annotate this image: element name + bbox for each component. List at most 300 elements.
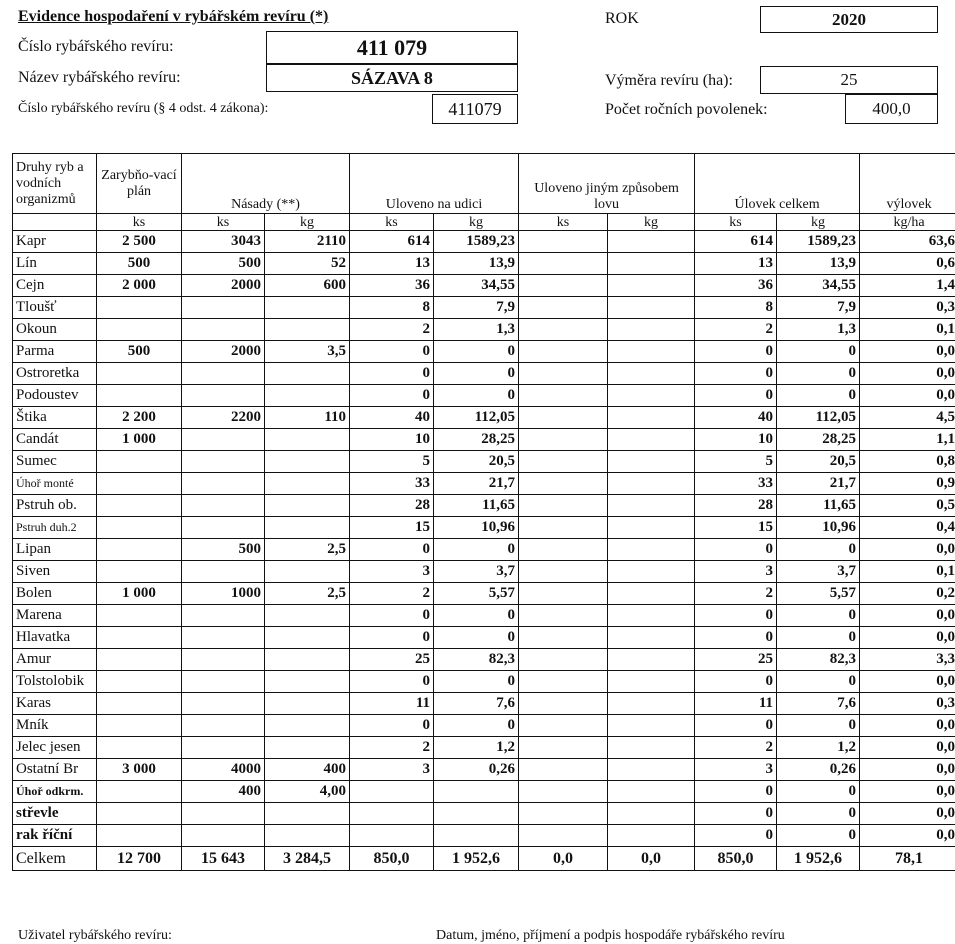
- total-celkem-kg: 1 952,6: [777, 847, 860, 871]
- col-zarybnovaci-header: Zarybňo-vací plán: [97, 154, 182, 214]
- units-row: [13, 214, 955, 231]
- zarybnovaci-plan-cell: 500: [97, 253, 182, 275]
- species-name: Tolstolobik: [13, 671, 97, 693]
- udici-kg-cell: 0: [434, 627, 519, 649]
- cislo-revir-label: Číslo rybářského revíru:: [18, 38, 174, 56]
- celkem-kg-cell: 34,55: [777, 275, 860, 297]
- table-row: [13, 715, 955, 737]
- nasady-ks-cell: [182, 693, 265, 715]
- jinym-ks-cell: [519, 429, 608, 451]
- celkem-kg-cell: 1589,23: [777, 231, 860, 253]
- celkem-kg-cell: 3,7: [777, 561, 860, 583]
- unit-cell: kg: [608, 214, 695, 231]
- jinym-kg-cell: [608, 341, 695, 363]
- udici-ks-cell: 2: [350, 737, 434, 759]
- unit-cell: ks: [695, 214, 777, 231]
- vylovek-cell: 0,0: [860, 671, 955, 693]
- celkem-ks-cell: 3: [695, 759, 777, 781]
- zarybnovaci-plan-cell: [97, 297, 182, 319]
- udici-ks-cell: 614: [350, 231, 434, 253]
- udici-kg-cell: [434, 825, 519, 847]
- udici-ks-cell: 0: [350, 605, 434, 627]
- celkem-kg-cell: 21,7: [777, 473, 860, 495]
- zarybnovaci-plan-cell: 500: [97, 341, 182, 363]
- udici-ks-cell: [350, 825, 434, 847]
- udici-ks-cell: 3: [350, 759, 434, 781]
- jinym-kg-cell: [608, 385, 695, 407]
- nasady-ks-cell: [182, 825, 265, 847]
- jinym-ks-cell: [519, 231, 608, 253]
- species-name: Ostatní Br: [13, 759, 97, 781]
- jinym-ks-cell: [519, 671, 608, 693]
- zarybnovaci-plan-cell: 2 500: [97, 231, 182, 253]
- vylovek-cell: 0,0: [860, 363, 955, 385]
- species-name: Amur: [13, 649, 97, 671]
- species-name: Lipan: [13, 539, 97, 561]
- zarybnovaci-plan-cell: [97, 825, 182, 847]
- vylovek-cell: 0,0: [860, 803, 955, 825]
- total-label: Celkem: [13, 847, 97, 871]
- nasady-ks-cell: 4000: [182, 759, 265, 781]
- celkem-kg-cell: 0,26: [777, 759, 860, 781]
- jinym-kg-cell: [608, 429, 695, 451]
- species-name: Pstruh ob.: [13, 495, 97, 517]
- jinym-ks-cell: [519, 561, 608, 583]
- total-udici-kg: 1 952,6: [434, 847, 519, 871]
- unit-cell: ks: [182, 214, 265, 231]
- vylovek-cell: 3,3: [860, 649, 955, 671]
- table-row: [13, 297, 955, 319]
- vylovek-cell: 0,1: [860, 561, 955, 583]
- jinym-kg-cell: [608, 319, 695, 341]
- udici-kg-cell: 1,3: [434, 319, 519, 341]
- vylovek-cell: 0,1: [860, 319, 955, 341]
- nasady-ks-cell: 2000: [182, 341, 265, 363]
- nasady-ks-cell: 500: [182, 253, 265, 275]
- celkem-kg-cell: 13,9: [777, 253, 860, 275]
- nasady-kg-cell: [265, 715, 350, 737]
- udici-ks-cell: 8: [350, 297, 434, 319]
- nasady-kg-cell: [265, 627, 350, 649]
- celkem-ks-cell: 40: [695, 407, 777, 429]
- cislo-zakon-label: Číslo rybářského revíru (§ 4 odst. 4 zákona):: [18, 101, 268, 117]
- jinym-ks-cell: [519, 363, 608, 385]
- species-name: Parma: [13, 341, 97, 363]
- total-nasady-ks: 15 643: [182, 847, 265, 871]
- jinym-kg-cell: [608, 605, 695, 627]
- vylovek-cell: 0,6: [860, 253, 955, 275]
- celkem-kg-cell: 0: [777, 385, 860, 407]
- nasady-ks-cell: [182, 451, 265, 473]
- jinym-ks-cell: [519, 473, 608, 495]
- celkem-ks-cell: 0: [695, 803, 777, 825]
- vylovek-cell: 0,4: [860, 517, 955, 539]
- jinym-ks-cell: [519, 407, 608, 429]
- zarybnovaci-plan-cell: [97, 517, 182, 539]
- unit-cell: kg: [434, 214, 519, 231]
- udici-ks-cell: 36: [350, 275, 434, 297]
- table-row: [13, 253, 955, 275]
- nazev-revir-label: Název rybářského revíru:: [18, 69, 181, 87]
- celkem-kg-cell: 28,25: [777, 429, 860, 451]
- celkem-ks-cell: 28: [695, 495, 777, 517]
- zarybnovaci-plan-cell: [97, 385, 182, 407]
- species-name: Karas: [13, 693, 97, 715]
- celkem-ks-cell: 0: [695, 781, 777, 803]
- species-name: Tloušť: [13, 297, 97, 319]
- table-row: [13, 407, 955, 429]
- unit-cell: ks: [350, 214, 434, 231]
- nasady-ks-cell: [182, 671, 265, 693]
- total-jinym-kg: 0,0: [608, 847, 695, 871]
- udici-ks-cell: 11: [350, 693, 434, 715]
- nasady-ks-cell: 500: [182, 539, 265, 561]
- udici-ks-cell: 2: [350, 583, 434, 605]
- nasady-ks-cell: 2200: [182, 407, 265, 429]
- total-jinym-ks: 0,0: [519, 847, 608, 871]
- jinym-ks-cell: [519, 583, 608, 605]
- zarybnovaci-plan-cell: 2 000: [97, 275, 182, 297]
- jinym-kg-cell: [608, 231, 695, 253]
- celkem-kg-cell: 0: [777, 715, 860, 737]
- jinym-kg-cell: [608, 407, 695, 429]
- udici-kg-cell: 11,65: [434, 495, 519, 517]
- celkem-kg-cell: 112,05: [777, 407, 860, 429]
- table-row: [13, 451, 955, 473]
- vylovek-cell: 0,8: [860, 451, 955, 473]
- table-row: [13, 737, 955, 759]
- celkem-ks-cell: 0: [695, 825, 777, 847]
- vylovek-cell: 0,9: [860, 473, 955, 495]
- udici-ks-cell: [350, 803, 434, 825]
- species-name: Lín: [13, 253, 97, 275]
- udici-kg-cell: 34,55: [434, 275, 519, 297]
- udici-kg-cell: [434, 803, 519, 825]
- nasady-kg-cell: [265, 429, 350, 451]
- table-row: [13, 275, 955, 297]
- table-row: [13, 605, 955, 627]
- nasady-ks-cell: [182, 715, 265, 737]
- table-row: [13, 517, 955, 539]
- species-name: Cejn: [13, 275, 97, 297]
- celkem-ks-cell: 5: [695, 451, 777, 473]
- udici-kg-cell: 3,7: [434, 561, 519, 583]
- vylovek-cell: 0,0: [860, 341, 955, 363]
- celkem-ks-cell: 2: [695, 319, 777, 341]
- udici-ks-cell: 3: [350, 561, 434, 583]
- udici-kg-cell: 0: [434, 539, 519, 561]
- jinym-ks-cell: [519, 803, 608, 825]
- celkem-ks-cell: 0: [695, 605, 777, 627]
- vylovek-cell: 0,0: [860, 781, 955, 803]
- jinym-kg-cell: [608, 451, 695, 473]
- jinym-kg-cell: [608, 693, 695, 715]
- nasady-ks-cell: [182, 561, 265, 583]
- footer-user-label: Uživatel rybářského revíru:: [18, 928, 172, 944]
- vylovek-cell: 0,0: [860, 825, 955, 847]
- jinym-ks-cell: [519, 649, 608, 671]
- celkem-kg-cell: 0: [777, 825, 860, 847]
- jinym-kg-cell: [608, 495, 695, 517]
- vylovek-cell: 0,3: [860, 693, 955, 715]
- nasady-ks-cell: [182, 297, 265, 319]
- jinym-kg-cell: [608, 561, 695, 583]
- nasady-ks-cell: [182, 319, 265, 341]
- celkem-ks-cell: 15: [695, 517, 777, 539]
- nasady-ks-cell: [182, 517, 265, 539]
- celkem-ks-cell: 0: [695, 715, 777, 737]
- nazev-revir-value[interactable]: SÁZAVA 8: [266, 64, 518, 92]
- celkem-ks-cell: 0: [695, 385, 777, 407]
- total-vylovek: 78,1: [860, 847, 955, 871]
- zarybnovaci-plan-cell: [97, 781, 182, 803]
- nasady-kg-cell: 400: [265, 759, 350, 781]
- jinym-kg-cell: [608, 275, 695, 297]
- table-row: [13, 385, 955, 407]
- udici-kg-cell: 28,25: [434, 429, 519, 451]
- povolenek-value[interactable]: 400,0: [845, 94, 938, 124]
- species-name: Podoustev: [13, 385, 97, 407]
- table-row: [13, 825, 955, 847]
- celkem-ks-cell: 2: [695, 737, 777, 759]
- jinym-ks-cell: [519, 825, 608, 847]
- udici-ks-cell: 33: [350, 473, 434, 495]
- unit-cell: ks: [519, 214, 608, 231]
- udici-kg-cell: 0: [434, 341, 519, 363]
- vylovek-cell: 63,6: [860, 231, 955, 253]
- udici-ks-cell: 0: [350, 715, 434, 737]
- nasady-kg-cell: [265, 825, 350, 847]
- jinym-ks-cell: [519, 693, 608, 715]
- species-name: Candát: [13, 429, 97, 451]
- nasady-kg-cell: [265, 495, 350, 517]
- celkem-ks-cell: 614: [695, 231, 777, 253]
- povolenek-label: Počet ročních povolenek:: [605, 101, 768, 119]
- table-row: [13, 341, 955, 363]
- celkem-ks-cell: 33: [695, 473, 777, 495]
- celkem-kg-cell: 0: [777, 671, 860, 693]
- rok-value[interactable]: 2020: [760, 6, 938, 33]
- jinym-ks-cell: [519, 451, 608, 473]
- zarybnovaci-plan-cell: [97, 473, 182, 495]
- nasady-ks-cell: 3043: [182, 231, 265, 253]
- celkem-ks-cell: 13: [695, 253, 777, 275]
- vymera-value[interactable]: 25: [760, 66, 938, 94]
- udici-kg-cell: 20,5: [434, 451, 519, 473]
- jinym-ks-cell: [519, 385, 608, 407]
- col-vylovek-header: výlovek: [860, 154, 955, 214]
- zarybnovaci-plan-cell: [97, 671, 182, 693]
- species-name: Hlavatka: [13, 627, 97, 649]
- udici-ks-cell: 0: [350, 363, 434, 385]
- unit-cell: kg/ha: [860, 214, 955, 231]
- cislo-zakon-value[interactable]: 411079: [432, 94, 518, 124]
- nasady-kg-cell: [265, 693, 350, 715]
- udici-kg-cell: 13,9: [434, 253, 519, 275]
- vylovek-cell: 1,4: [860, 275, 955, 297]
- jinym-kg-cell: [608, 671, 695, 693]
- nasady-kg-cell: [265, 319, 350, 341]
- jinym-ks-cell: [519, 297, 608, 319]
- udici-kg-cell: [434, 781, 519, 803]
- celkem-kg-cell: 10,96: [777, 517, 860, 539]
- nasady-ks-cell: 400: [182, 781, 265, 803]
- jinym-kg-cell: [608, 517, 695, 539]
- table-row: [13, 693, 955, 715]
- vymera-label: Výměra revíru (ha):: [605, 72, 733, 90]
- unit-cell: [13, 214, 97, 231]
- udici-ks-cell: 2: [350, 319, 434, 341]
- celkem-ks-cell: 0: [695, 341, 777, 363]
- nasady-kg-cell: 2,5: [265, 583, 350, 605]
- zarybnovaci-plan-cell: 3 000: [97, 759, 182, 781]
- table-row: [13, 583, 955, 605]
- jinym-kg-cell: [608, 781, 695, 803]
- nasady-ks-cell: [182, 473, 265, 495]
- jinym-kg-cell: [608, 253, 695, 275]
- table-row: [13, 231, 955, 253]
- vylovek-cell: 1,1: [860, 429, 955, 451]
- rok-label: ROK: [605, 10, 639, 28]
- udici-kg-cell: 0: [434, 385, 519, 407]
- jinym-ks-cell: [519, 517, 608, 539]
- jinym-kg-cell: [608, 363, 695, 385]
- jinym-kg-cell: [608, 539, 695, 561]
- nasady-ks-cell: [182, 385, 265, 407]
- table-row: [13, 671, 955, 693]
- nasady-kg-cell: [265, 517, 350, 539]
- nasady-kg-cell: 110: [265, 407, 350, 429]
- col-uloveno-jinym-header: Uloveno jiným způsobem lovu: [519, 154, 695, 214]
- nasady-kg-cell: [265, 297, 350, 319]
- nasady-kg-cell: 2110: [265, 231, 350, 253]
- celkem-ks-cell: 3: [695, 561, 777, 583]
- nasady-kg-cell: 2,5: [265, 539, 350, 561]
- zarybnovaci-plan-cell: [97, 451, 182, 473]
- table-row: [13, 781, 955, 803]
- udici-ks-cell: 25: [350, 649, 434, 671]
- jinym-kg-cell: [608, 803, 695, 825]
- vylovek-cell: 0,5: [860, 495, 955, 517]
- vylovek-cell: 0,0: [860, 715, 955, 737]
- nasady-ks-cell: [182, 605, 265, 627]
- vylovek-cell: 0,0: [860, 759, 955, 781]
- nasady-ks-cell: [182, 737, 265, 759]
- udici-kg-cell: 0: [434, 605, 519, 627]
- total-celkem-ks: 850,0: [695, 847, 777, 871]
- total-nasady-kg: 3 284,5: [265, 847, 350, 871]
- jinym-kg-cell: [608, 297, 695, 319]
- species-name: Úhoř odkrm.: [13, 781, 97, 803]
- zarybnovaci-plan-cell: [97, 715, 182, 737]
- species-name: rak říční: [13, 825, 97, 847]
- species-name: Pstruh duh.2: [13, 517, 97, 539]
- celkem-ks-cell: 25: [695, 649, 777, 671]
- udici-ks-cell: 13: [350, 253, 434, 275]
- jinym-kg-cell: [608, 627, 695, 649]
- udici-ks-cell: 28: [350, 495, 434, 517]
- vylovek-cell: 4,5: [860, 407, 955, 429]
- species-name: Sumec: [13, 451, 97, 473]
- udici-ks-cell: 10: [350, 429, 434, 451]
- jinym-ks-cell: [519, 605, 608, 627]
- udici-ks-cell: 0: [350, 671, 434, 693]
- celkem-ks-cell: 0: [695, 671, 777, 693]
- nasady-kg-cell: [265, 451, 350, 473]
- zarybnovaci-plan-cell: [97, 605, 182, 627]
- nasady-ks-cell: 2000: [182, 275, 265, 297]
- udici-kg-cell: 112,05: [434, 407, 519, 429]
- celkem-kg-cell: 7,9: [777, 297, 860, 319]
- jinym-kg-cell: [608, 715, 695, 737]
- species-name: Bolen: [13, 583, 97, 605]
- udici-kg-cell: 0,26: [434, 759, 519, 781]
- table-row: [13, 803, 955, 825]
- total-row: [13, 847, 955, 871]
- jinym-kg-cell: [608, 583, 695, 605]
- col-uloveno-udici-header: Uloveno na udici: [350, 154, 519, 214]
- nasady-kg-cell: [265, 473, 350, 495]
- zarybnovaci-plan-cell: 2 200: [97, 407, 182, 429]
- celkem-ks-cell: 0: [695, 627, 777, 649]
- jinym-kg-cell: [608, 473, 695, 495]
- zarybnovaci-plan-cell: [97, 319, 182, 341]
- species-name: Ostroretka: [13, 363, 97, 385]
- zarybnovaci-plan-cell: [97, 363, 182, 385]
- celkem-ks-cell: 0: [695, 363, 777, 385]
- col-ulovek-celkem-header: Úlovek celkem: [695, 154, 860, 214]
- species-name: Štika: [13, 407, 97, 429]
- nasady-ks-cell: [182, 649, 265, 671]
- zarybnovaci-plan-cell: [97, 693, 182, 715]
- nasady-kg-cell: [265, 671, 350, 693]
- cislo-revir-value[interactable]: 411 079: [266, 31, 518, 64]
- nasady-kg-cell: [265, 803, 350, 825]
- celkem-kg-cell: 11,65: [777, 495, 860, 517]
- zarybnovaci-plan-cell: [97, 649, 182, 671]
- nasady-ks-cell: [182, 363, 265, 385]
- celkem-kg-cell: 0: [777, 781, 860, 803]
- jinym-ks-cell: [519, 737, 608, 759]
- celkem-ks-cell: 0: [695, 539, 777, 561]
- nasady-kg-cell: [265, 605, 350, 627]
- table-row: [13, 319, 955, 341]
- table-row: [13, 649, 955, 671]
- species-name: Marena: [13, 605, 97, 627]
- vylovek-cell: 0,0: [860, 385, 955, 407]
- vylovek-cell: 0,0: [860, 627, 955, 649]
- celkem-kg-cell: 0: [777, 627, 860, 649]
- udici-ks-cell: [350, 781, 434, 803]
- celkem-ks-cell: 10: [695, 429, 777, 451]
- vylovek-cell: 0,0: [860, 737, 955, 759]
- udici-kg-cell: 10,96: [434, 517, 519, 539]
- zarybnovaci-plan-cell: [97, 539, 182, 561]
- total-udici-ks: 850,0: [350, 847, 434, 871]
- species-name: Mník: [13, 715, 97, 737]
- table-row: [13, 539, 955, 561]
- jinym-ks-cell: [519, 341, 608, 363]
- species-name: Okoun: [13, 319, 97, 341]
- udici-kg-cell: 21,7: [434, 473, 519, 495]
- udici-kg-cell: 1,2: [434, 737, 519, 759]
- celkem-kg-cell: 82,3: [777, 649, 860, 671]
- udici-kg-cell: 5,57: [434, 583, 519, 605]
- table-row: [13, 363, 955, 385]
- udici-ks-cell: 0: [350, 385, 434, 407]
- col-nasady-header: Násady (**): [182, 154, 350, 214]
- celkem-kg-cell: 1,3: [777, 319, 860, 341]
